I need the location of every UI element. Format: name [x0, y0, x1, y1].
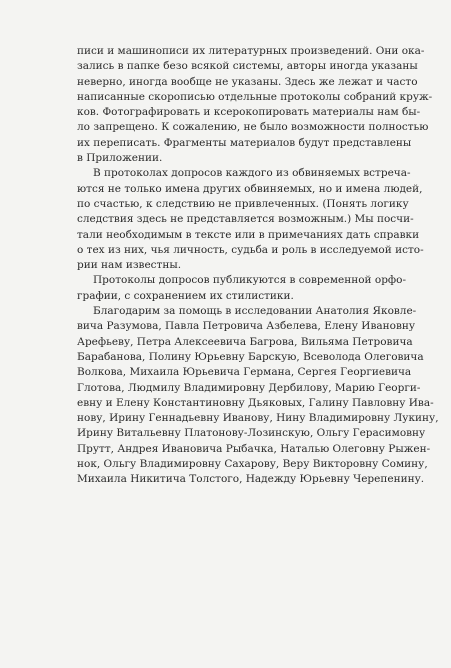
paragraph [77, 166, 424, 273]
text-line: ков. Фотографировать и ксерокопировать материалы нам бы- [77, 106, 421, 119]
text-line: неверно, иногда вообще не указаны. Здесь же лежат и часто [77, 75, 418, 88]
text-line: в Приложении. [77, 152, 163, 165]
text-line: зались в папке безо всякой системы, авторы иногда указаны [77, 60, 418, 73]
text-line: Барабанова, Полину Юрьевну Барскую, Всеволода Олеговича [77, 350, 424, 363]
text-line: их переписать. Фрагменты материалов будут представлены [77, 136, 412, 149]
text-line: Благодарим за помощь в исследовании Анатолия Яковле- [93, 305, 417, 318]
paragraph [77, 44, 433, 166]
paragraph [77, 304, 439, 488]
text-line: Протоколы допросов публикуются в современной орфо- [93, 274, 407, 287]
text-line: Глотова, Людмилу Владимировну Дербилову, Марию Георги- [77, 381, 421, 394]
text-line: вича Разумова, Павла Петровича Азбелева, Елену Ивановну [77, 320, 416, 333]
text-line: Арефьеву, Петра Алексеевича Багрова, Вильяма Петровича [77, 335, 413, 348]
text-line: графии, с сохранением их стилистики. [77, 289, 294, 302]
text-line: ло запрещено. К сожалению, не было возможности полностью [77, 121, 429, 134]
paragraph [77, 273, 407, 304]
body-text [77, 44, 439, 488]
text-line: нок, Ольгу Владимировну Сахарову, Веру Викторовну Сомину, [77, 458, 428, 471]
text-line: Михаила Никитича Толстого, Надежду Юрьевну Черепенину. [77, 473, 425, 486]
text-line: следствия здесь не представляется возможным.) Мы посчи- [77, 213, 414, 226]
text-line: тали необходимым в тексте или в примечаниях дать справки [77, 228, 420, 241]
text-line: ются не только имена других обвиняемых, но и имена людей, [77, 182, 423, 195]
text-line: по счастью, к следствию не привлеченных. (Понять логику [77, 197, 409, 210]
text-line: В протоколах допросов каждого из обвиняемых встреча- [93, 167, 411, 180]
text-line: нову, Ирину Геннадьевну Иванову, Нину Владимировну Лукину, [77, 412, 439, 425]
text-line: написанные скорописью отдельные протоколы собраний круж- [77, 90, 433, 103]
text-line: Волкова, Михаила Юрьевича Германа, Сергея Георгиевича [77, 366, 412, 379]
text-line: писи и машинописи их литературных произведений. Они ока- [77, 45, 425, 57]
text-line: Ирину Витальевну Платонову-Лозинскую, Ольгу Герасимовну [77, 427, 426, 440]
text-line: евну и Елену Константиновну Дьяковых, Галину Павловну Ива- [77, 396, 434, 409]
text-line: о тех из них, чья личность, судьба и роль в исследуемой исто- [77, 243, 424, 256]
text-line: Прутт, Андрея Ивановича Рыбачка, Наталью Олеговну Рыжен- [77, 442, 431, 455]
text-line: рии нам известны. [77, 259, 182, 272]
